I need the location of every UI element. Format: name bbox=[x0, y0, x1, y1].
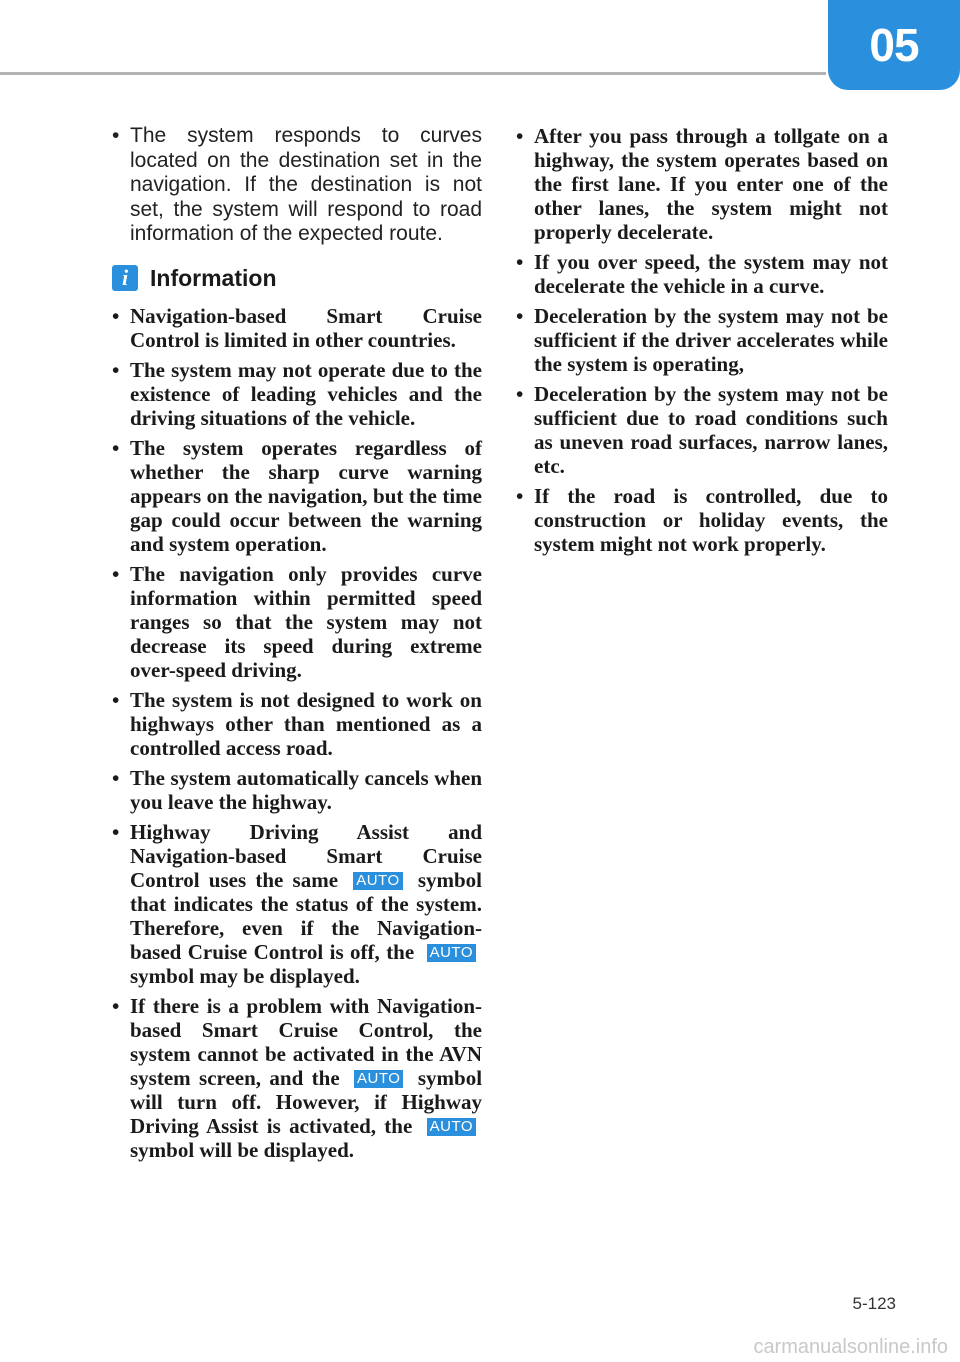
auto-symbol-badge: AUTO bbox=[427, 944, 476, 962]
chapter-tab bbox=[828, 0, 960, 90]
text-segment: Highway Driving Assist and Navigation-based Smart Cruise Control uses the same bbox=[130, 819, 482, 892]
list-item bbox=[112, 820, 482, 988]
list-item: • The navigation only provides curve information within permitted speed ranges so that the system may not decrease its speed during extreme over-speed driving. bbox=[112, 562, 482, 682]
list-item: • After you pass through a tollgate on a highway, the system operates based on the first lane. If you enter one of the other lanes, the system might not properly decelerate. bbox=[516, 124, 888, 244]
information-heading bbox=[112, 265, 482, 292]
information-list bbox=[112, 304, 482, 1162]
list-item bbox=[112, 994, 482, 1162]
list-item: • If you over speed, the system may not decelerate the vehicle in a curve. bbox=[516, 250, 888, 298]
list-item: • The system automatically cancels when you leave the highway. bbox=[112, 766, 482, 814]
information-title: Information bbox=[150, 264, 277, 291]
chapter-number: 05 bbox=[869, 19, 919, 71]
text-segment: symbol may be displayed. bbox=[130, 963, 360, 988]
list-item: • The system may not operate due to the existence of leading vehicles and the driving situations of the vehicle. bbox=[112, 358, 482, 430]
header-rule bbox=[0, 72, 826, 75]
text-segment: symbol that indicates the status of the system. Therefore, even if the Navigation-based Cruise Control is off, the bbox=[130, 867, 483, 964]
auto-symbol-badge: AUTO bbox=[354, 1070, 403, 1088]
intro-list bbox=[112, 124, 482, 247]
text-segment: symbol will turn off. However, if Highway Driving Assist is activated, the bbox=[130, 1065, 483, 1138]
left-column bbox=[112, 124, 482, 1168]
list-item: • Deceleration by the system may not be sufficient if the driver accelerates while the system is operating, bbox=[516, 304, 888, 376]
right-list bbox=[516, 124, 888, 556]
list-item: • If the road is controlled, due to construction or holiday events, the system might not work properly. bbox=[516, 484, 888, 556]
auto-symbol-badge: AUTO bbox=[427, 1118, 476, 1136]
list-item: • The system responds to curves located on the destination set in the navigation. If the destination is not set, the system will respond to road information of the expected route. bbox=[112, 124, 482, 247]
page-number: 5-123 bbox=[852, 1294, 896, 1313]
list-item: • The system is not designed to work on highways other than mentioned as a controlled access road. bbox=[112, 688, 482, 760]
auto-symbol-badge: AUTO bbox=[353, 872, 402, 890]
watermark: carmanualsonline.info bbox=[753, 1336, 948, 1358]
right-column bbox=[516, 124, 888, 562]
list-item: • Deceleration by the system may not be sufficient due to road conditions such as uneven road surfaces, narrow lanes, etc. bbox=[516, 382, 888, 478]
list-item: • The system operates regardless of whether the sharp curve warning appears on the navigation, but the time gap could occur between the warning and system operation. bbox=[112, 436, 482, 556]
text-segment: symbol will be displayed. bbox=[130, 1137, 355, 1162]
list-item: • Navigation-based Smart Cruise Control is limited in other countries. bbox=[112, 304, 482, 352]
info-icon: i bbox=[112, 265, 138, 291]
text-segment: If there is a problem with Navigation-based Smart Cruise Control, the system cannot be activated in the AVN system screen, and the bbox=[130, 993, 482, 1090]
